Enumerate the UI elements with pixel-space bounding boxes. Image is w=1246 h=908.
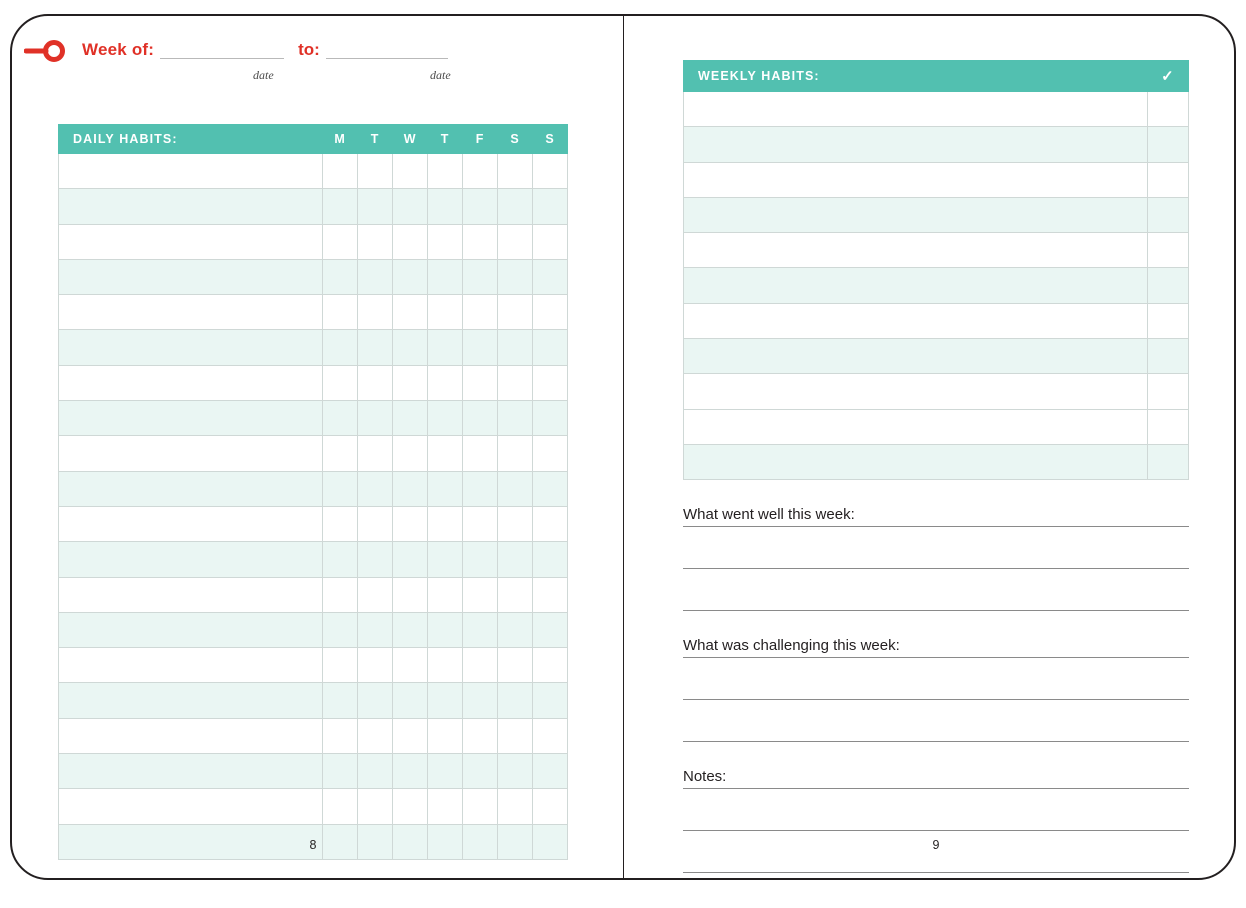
daily-habit-check-cell[interactable] <box>323 789 358 824</box>
table-row[interactable] <box>684 303 1189 338</box>
daily-habit-check-cell[interactable] <box>393 189 428 224</box>
table-row[interactable] <box>59 577 568 612</box>
daily-habit-name-cell[interactable] <box>59 471 323 506</box>
day-header-wednesday: W <box>393 125 428 154</box>
weekly-habits-table <box>683 60 1189 480</box>
daily-habit-check-cell[interactable] <box>358 259 393 294</box>
daily-habit-check-cell[interactable] <box>358 648 393 683</box>
daily-habit-check-cell[interactable] <box>463 648 498 683</box>
daily-habit-name-cell[interactable] <box>59 189 323 224</box>
bullet-circle-icon <box>24 40 70 62</box>
prompt-writing-line[interactable] <box>683 527 1189 569</box>
checkmark-icon: ✓ <box>1148 61 1189 92</box>
daily-habit-check-cell[interactable] <box>323 506 358 541</box>
daily-habit-check-cell[interactable] <box>463 789 498 824</box>
table-row[interactable] <box>59 471 568 506</box>
daily-habit-check-cell[interactable] <box>498 295 533 330</box>
daily-habit-check-cell[interactable] <box>393 471 428 506</box>
table-row[interactable] <box>59 295 568 330</box>
daily-habit-check-cell[interactable] <box>358 189 393 224</box>
daily-habit-check-cell[interactable] <box>463 471 498 506</box>
daily-habit-name-cell[interactable] <box>59 436 323 471</box>
weekly-habit-name-cell[interactable] <box>684 303 1148 338</box>
daily-habit-check-cell[interactable] <box>393 683 428 718</box>
prompt-what-was-challenging <box>683 637 1189 742</box>
daily-habit-check-cell[interactable] <box>498 577 533 612</box>
daily-habit-check-cell[interactable] <box>393 365 428 400</box>
daily-habit-check-cell[interactable] <box>498 612 533 647</box>
table-row[interactable] <box>59 154 568 189</box>
daily-habit-name-cell[interactable] <box>59 365 323 400</box>
daily-habit-check-cell[interactable] <box>498 365 533 400</box>
weekly-habit-name-cell[interactable] <box>684 268 1148 303</box>
daily-habit-name-cell[interactable] <box>59 683 323 718</box>
daily-habit-check-cell[interactable] <box>498 683 533 718</box>
weekly-habit-check-cell[interactable] <box>1148 92 1189 127</box>
daily-habit-check-cell[interactable] <box>428 718 463 753</box>
prompt-writing-line[interactable] <box>683 700 1189 742</box>
daily-habit-check-cell[interactable] <box>393 718 428 753</box>
daily-habit-check-cell[interactable] <box>533 295 568 330</box>
daily-habit-check-cell[interactable] <box>323 259 358 294</box>
date-captions <box>30 68 605 84</box>
daily-habit-check-cell[interactable] <box>463 506 498 541</box>
daily-habit-check-cell[interactable] <box>428 365 463 400</box>
table-row[interactable] <box>59 506 568 541</box>
daily-habit-check-cell[interactable] <box>358 330 393 365</box>
daily-habit-check-cell[interactable] <box>498 648 533 683</box>
prompt-writing-line[interactable] <box>683 658 1189 700</box>
table-row[interactable] <box>59 365 568 400</box>
table-row[interactable] <box>684 127 1189 162</box>
daily-habit-check-cell[interactable] <box>393 789 428 824</box>
daily-habit-check-cell[interactable] <box>533 648 568 683</box>
daily-habit-check-cell[interactable] <box>358 683 393 718</box>
daily-habit-check-cell[interactable] <box>463 683 498 718</box>
table-row[interactable] <box>684 268 1189 303</box>
weekly-habits-header-row <box>684 61 1189 92</box>
daily-habit-check-cell[interactable] <box>358 154 393 189</box>
daily-habits-header-label: DAILY HABITS: <box>59 125 323 154</box>
weekly-habit-name-cell[interactable] <box>684 162 1148 197</box>
table-row[interactable] <box>59 789 568 824</box>
page-number-left: 8 <box>309 838 317 852</box>
daily-habit-check-cell[interactable] <box>428 648 463 683</box>
day-header-monday: M <box>323 125 358 154</box>
daily-habit-check-cell[interactable] <box>323 471 358 506</box>
daily-habit-check-cell[interactable] <box>498 506 533 541</box>
daily-habit-check-cell[interactable] <box>533 718 568 753</box>
daily-habit-check-cell[interactable] <box>533 754 568 789</box>
day-header-friday: F <box>463 125 498 154</box>
daily-habit-check-cell[interactable] <box>358 789 393 824</box>
daily-habit-name-cell[interactable] <box>59 648 323 683</box>
daily-habit-name-cell[interactable] <box>59 224 323 259</box>
daily-habit-check-cell[interactable] <box>533 330 568 365</box>
daily-habit-check-cell[interactable] <box>393 154 428 189</box>
daily-habit-check-cell[interactable] <box>323 365 358 400</box>
daily-habit-check-cell[interactable] <box>533 436 568 471</box>
daily-habit-check-cell[interactable] <box>358 471 393 506</box>
table-row[interactable] <box>684 92 1189 127</box>
weekly-habit-check-cell[interactable] <box>1148 339 1189 374</box>
left-page <box>30 30 605 870</box>
daily-habit-name-cell[interactable] <box>59 506 323 541</box>
daily-habit-check-cell[interactable] <box>498 754 533 789</box>
table-row[interactable] <box>59 330 568 365</box>
week-of-label: Week of: <box>82 40 155 59</box>
daily-habit-name-cell[interactable] <box>59 330 323 365</box>
daily-habit-check-cell[interactable] <box>533 612 568 647</box>
weekly-habit-name-cell[interactable] <box>684 197 1148 232</box>
daily-habit-check-cell[interactable] <box>358 224 393 259</box>
daily-habit-check-cell[interactable] <box>463 577 498 612</box>
daily-habit-check-cell[interactable] <box>463 330 498 365</box>
daily-habit-check-cell[interactable] <box>463 295 498 330</box>
daily-habit-check-cell[interactable] <box>358 577 393 612</box>
daily-habit-check-cell[interactable] <box>358 365 393 400</box>
daily-habit-check-cell[interactable] <box>358 754 393 789</box>
prompt-what-went-well <box>683 506 1189 611</box>
table-row[interactable] <box>684 197 1189 232</box>
daily-habit-check-cell[interactable] <box>393 754 428 789</box>
daily-habit-check-cell[interactable] <box>463 259 498 294</box>
daily-habit-check-cell[interactable] <box>358 401 393 436</box>
daily-habit-name-cell[interactable] <box>59 612 323 647</box>
daily-habit-check-cell[interactable] <box>323 154 358 189</box>
daily-habit-check-cell[interactable] <box>323 224 358 259</box>
daily-habit-check-cell[interactable] <box>498 259 533 294</box>
daily-habit-check-cell[interactable] <box>533 542 568 577</box>
weekly-habit-name-cell[interactable] <box>684 127 1148 162</box>
daily-habit-check-cell[interactable] <box>533 506 568 541</box>
daily-habit-check-cell[interactable] <box>463 754 498 789</box>
daily-habit-check-cell[interactable] <box>533 154 568 189</box>
table-row[interactable] <box>684 233 1189 268</box>
table-row[interactable] <box>59 754 568 789</box>
page-number-right: 9 <box>932 838 940 852</box>
week-end-date-field[interactable] <box>326 41 448 59</box>
weekly-habit-name-cell[interactable] <box>684 409 1148 444</box>
daily-habit-name-cell[interactable] <box>59 789 323 824</box>
weekly-habit-check-cell[interactable] <box>1148 409 1189 444</box>
daily-habit-check-cell[interactable] <box>428 754 463 789</box>
table-row[interactable] <box>684 162 1189 197</box>
daily-habit-check-cell[interactable] <box>428 401 463 436</box>
weekly-habit-name-cell[interactable] <box>684 339 1148 374</box>
daily-habit-check-cell[interactable] <box>323 542 358 577</box>
weekly-habit-name-cell[interactable] <box>684 233 1148 268</box>
daily-habit-check-cell[interactable] <box>498 471 533 506</box>
daily-habit-check-cell[interactable] <box>393 330 428 365</box>
weekly-habit-check-cell[interactable] <box>1148 162 1189 197</box>
daily-habit-check-cell[interactable] <box>533 224 568 259</box>
day-header-sunday: S <box>533 125 568 154</box>
table-row[interactable] <box>59 612 568 647</box>
daily-habit-check-cell[interactable] <box>533 401 568 436</box>
table-row[interactable] <box>59 683 568 718</box>
daily-habit-check-cell[interactable] <box>533 577 568 612</box>
daily-habit-check-cell[interactable] <box>323 612 358 647</box>
daily-habit-check-cell[interactable] <box>463 612 498 647</box>
to-label: to: <box>298 40 320 59</box>
daily-habit-check-cell[interactable] <box>358 295 393 330</box>
daily-habits-table <box>58 124 568 860</box>
daily-habit-check-cell[interactable] <box>358 506 393 541</box>
weekly-habit-check-cell[interactable] <box>1148 374 1189 409</box>
weekly-habit-name-cell[interactable] <box>684 92 1148 127</box>
daily-habit-check-cell[interactable] <box>498 718 533 753</box>
right-page <box>683 30 1203 870</box>
table-row[interactable] <box>59 224 568 259</box>
daily-habit-check-cell[interactable] <box>428 612 463 647</box>
daily-habit-check-cell[interactable] <box>428 577 463 612</box>
daily-habit-check-cell[interactable] <box>323 189 358 224</box>
table-row[interactable] <box>684 409 1189 444</box>
daily-habit-name-cell[interactable] <box>59 259 323 294</box>
daily-habit-check-cell[interactable] <box>428 154 463 189</box>
daily-habit-check-cell[interactable] <box>428 542 463 577</box>
day-header-tuesday: T <box>358 125 393 154</box>
weekly-habit-check-cell[interactable] <box>1148 127 1189 162</box>
daily-habit-check-cell[interactable] <box>463 365 498 400</box>
daily-habit-check-cell[interactable] <box>428 683 463 718</box>
daily-habit-check-cell[interactable] <box>393 259 428 294</box>
daily-habit-check-cell[interactable] <box>428 506 463 541</box>
prompt-notes <box>683 768 1189 873</box>
weekly-habit-check-cell[interactable] <box>1148 233 1189 268</box>
daily-habit-check-cell[interactable] <box>428 189 463 224</box>
week-of-row <box>30 30 605 70</box>
table-row[interactable] <box>59 718 568 753</box>
daily-habit-name-cell[interactable] <box>59 542 323 577</box>
daily-habit-check-cell[interactable] <box>463 542 498 577</box>
daily-habit-check-cell[interactable] <box>428 436 463 471</box>
weekly-habit-name-cell[interactable] <box>684 444 1148 479</box>
daily-habit-name-cell[interactable] <box>59 401 323 436</box>
daily-habit-check-cell[interactable] <box>498 154 533 189</box>
daily-habit-check-cell[interactable] <box>533 789 568 824</box>
daily-habit-name-cell[interactable] <box>59 154 323 189</box>
prompt-writing-line[interactable] <box>683 569 1189 611</box>
daily-habit-check-cell[interactable] <box>428 471 463 506</box>
daily-habit-check-cell[interactable] <box>498 401 533 436</box>
table-row[interactable] <box>684 374 1189 409</box>
daily-habit-check-cell[interactable] <box>428 330 463 365</box>
daily-habit-check-cell[interactable] <box>323 295 358 330</box>
daily-habit-check-cell[interactable] <box>533 365 568 400</box>
daily-habit-check-cell[interactable] <box>323 683 358 718</box>
daily-habit-check-cell[interactable] <box>358 436 393 471</box>
daily-habit-check-cell[interactable] <box>533 471 568 506</box>
day-header-thursday: T <box>428 125 463 154</box>
daily-habit-check-cell[interactable] <box>393 648 428 683</box>
daily-habit-check-cell[interactable] <box>393 224 428 259</box>
daily-habit-check-cell[interactable] <box>323 401 358 436</box>
weekly-habits-body <box>684 92 1189 480</box>
daily-habit-check-cell[interactable] <box>393 577 428 612</box>
daily-habit-check-cell[interactable] <box>533 189 568 224</box>
daily-habit-check-cell[interactable] <box>498 542 533 577</box>
table-row[interactable] <box>59 189 568 224</box>
prompt-label: Notes: <box>683 768 1189 789</box>
daily-habit-check-cell[interactable] <box>533 683 568 718</box>
daily-habit-name-cell[interactable] <box>59 295 323 330</box>
table-row[interactable] <box>59 401 568 436</box>
daily-habits-header-row <box>59 125 568 154</box>
table-row[interactable] <box>684 339 1189 374</box>
daily-habit-check-cell[interactable] <box>323 718 358 753</box>
daily-habit-check-cell[interactable] <box>358 542 393 577</box>
daily-habit-check-cell[interactable] <box>533 259 568 294</box>
table-row[interactable] <box>59 542 568 577</box>
daily-habit-check-cell[interactable] <box>498 189 533 224</box>
daily-habit-check-cell[interactable] <box>323 436 358 471</box>
daily-habit-check-cell[interactable] <box>463 154 498 189</box>
weekly-habit-check-cell[interactable] <box>1148 268 1189 303</box>
daily-habit-check-cell[interactable] <box>323 330 358 365</box>
daily-habits-body <box>59 154 568 860</box>
weekly-habit-check-cell[interactable] <box>1148 444 1189 479</box>
notebook-spine <box>623 14 624 880</box>
date-caption-end: date <box>430 68 451 82</box>
daily-habit-check-cell[interactable] <box>323 577 358 612</box>
daily-habit-check-cell[interactable] <box>428 259 463 294</box>
weekly-habit-check-cell[interactable] <box>1148 197 1189 232</box>
table-row[interactable] <box>59 648 568 683</box>
prompt-label: What went well this week: <box>683 506 1189 527</box>
daily-habit-check-cell[interactable] <box>358 718 393 753</box>
table-row[interactable] <box>59 436 568 471</box>
daily-habit-check-cell[interactable] <box>393 506 428 541</box>
table-row[interactable] <box>684 444 1189 479</box>
daily-habit-check-cell[interactable] <box>323 648 358 683</box>
daily-habit-check-cell[interactable] <box>463 401 498 436</box>
daily-habit-check-cell[interactable] <box>358 612 393 647</box>
week-start-date-field[interactable] <box>160 41 284 59</box>
daily-habit-check-cell[interactable] <box>393 436 428 471</box>
daily-habit-check-cell[interactable] <box>393 612 428 647</box>
weekly-habit-name-cell[interactable] <box>684 374 1148 409</box>
daily-habit-check-cell[interactable] <box>498 330 533 365</box>
daily-habit-check-cell[interactable] <box>393 401 428 436</box>
daily-habit-check-cell[interactable] <box>463 718 498 753</box>
day-header-saturday: S <box>498 125 533 154</box>
weekly-habits-header-label: WEEKLY HABITS: <box>684 61 1148 92</box>
daily-habit-name-cell[interactable] <box>59 754 323 789</box>
daily-habit-check-cell[interactable] <box>498 789 533 824</box>
daily-habit-check-cell[interactable] <box>463 189 498 224</box>
weekly-habit-check-cell[interactable] <box>1148 303 1189 338</box>
prompt-label: What was challenging this week: <box>683 637 1189 658</box>
daily-habit-name-cell[interactable] <box>59 718 323 753</box>
daily-habit-check-cell[interactable] <box>463 224 498 259</box>
daily-habit-check-cell[interactable] <box>498 436 533 471</box>
daily-habit-name-cell[interactable] <box>59 577 323 612</box>
daily-habit-check-cell[interactable] <box>428 789 463 824</box>
table-row[interactable] <box>59 259 568 294</box>
daily-habit-check-cell[interactable] <box>323 754 358 789</box>
date-caption-start: date <box>253 68 274 82</box>
daily-habit-check-cell[interactable] <box>393 542 428 577</box>
daily-habit-check-cell[interactable] <box>498 224 533 259</box>
daily-habit-check-cell[interactable] <box>463 436 498 471</box>
prompt-writing-line[interactable] <box>683 789 1189 831</box>
daily-habit-check-cell[interactable] <box>428 295 463 330</box>
daily-habit-check-cell[interactable] <box>393 295 428 330</box>
daily-habit-check-cell[interactable] <box>428 224 463 259</box>
